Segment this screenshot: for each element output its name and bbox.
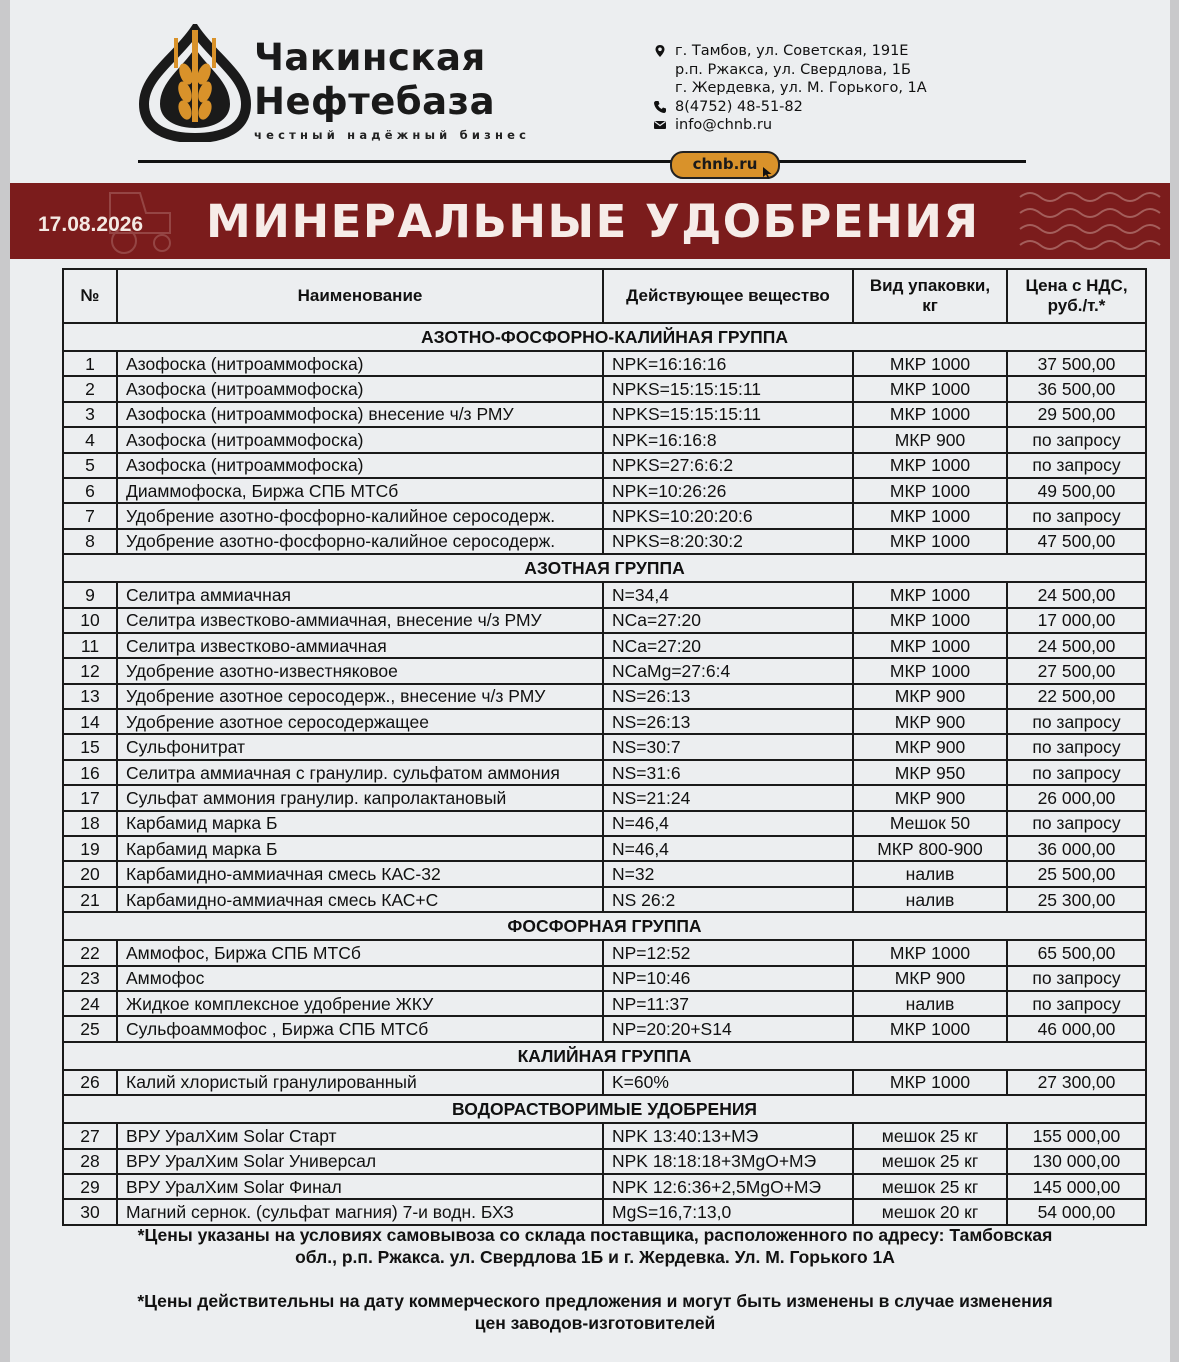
price-table-body [63,323,1146,1225]
package-type: мешок 25 кг [853,1174,1007,1199]
table-row [63,658,1146,683]
row-number: 11 [63,633,117,658]
row-number: 19 [63,836,117,861]
group-header-row [63,323,1146,351]
row-number: 13 [63,684,117,709]
active-substance: NP=12:52 [603,940,853,965]
row-number: 21 [63,887,117,912]
table-row [63,811,1146,836]
price-value: по запросу [1007,760,1146,785]
active-substance: NPK=16:16:8 [603,427,853,452]
pickup-note-line1: *Цены указаны на условиях самовывоза со склада поставщика, расположенного по адресу: Тамбовская [137,1225,1053,1245]
validity-note-line1: *Цены действительны на дату коммерческого предложения и могут быть изменены в случае изменения [137,1291,1053,1311]
validity-note-line2: цен заводов-изготовителей [474,1313,716,1333]
package-type: МКР 900 [853,785,1007,810]
active-substance: NPKS=15:15:15:11 [603,376,853,401]
col-header-num: № [63,269,117,323]
row-number: 8 [63,529,117,554]
price-date: 17.08.2026 [38,213,144,236]
product-name: Азофоска (нитроаммофоска) внесение ч/з РМУ [117,402,603,427]
price-value: по запросу [1007,427,1146,452]
row-number: 1 [63,351,117,376]
product-name: Карбамид марка Б [117,811,603,836]
phone-icon [653,100,667,114]
row-number: 6 [63,478,117,503]
price-value: 54 000,00 [1007,1199,1146,1224]
price-value: 36 500,00 [1007,376,1146,401]
product-name: Удобрение азотное серосодержащее [117,709,603,734]
product-name: Азофоска (нитроаммофоска) [117,427,603,452]
row-number: 17 [63,785,117,810]
row-number: 15 [63,734,117,759]
table-row [63,1123,1146,1148]
product-name: Удобрение азотное серосодерж., внесение ч/з РМУ [117,684,603,709]
package-type: мешок 20 кг [853,1199,1007,1224]
address-rzhaksa: р.п. Ржакса, ул. Свердлова, 1Б [675,61,911,78]
table-row [63,529,1146,554]
active-substance: NS=30:7 [603,734,853,759]
product-name: Азофоска (нитроаммофоска) [117,376,603,401]
price-value: по запросу [1007,453,1146,478]
product-name: ВРУ УралХим Solar Старт [117,1123,603,1148]
package-type: МКР 1000 [853,633,1007,658]
table-row [63,1016,1146,1041]
price-value: 37 500,00 [1007,351,1146,376]
group-title: АЗОТНО-ФОСФОРНО-КАЛИЙНАЯ ГРУППА [63,323,1146,351]
package-type: МКР 1000 [853,529,1007,554]
product-name: Азофоска (нитроаммофоска) [117,351,603,376]
row-number: 10 [63,608,117,633]
product-name: Аммофос, Биржа СПБ МТСб [117,940,603,965]
product-name: Селитра известково-аммиачная [117,633,603,658]
active-substance: NCa=27:20 [603,608,853,633]
site-link-button[interactable]: chnb.ru [670,151,780,179]
row-number: 22 [63,940,117,965]
product-name: Карбамид марка Б [117,836,603,861]
package-type: мешок 25 кг [853,1149,1007,1174]
package-type: мешок 25 кг [853,1123,1007,1148]
row-number: 28 [63,1149,117,1174]
price-value: 27 300,00 [1007,1070,1146,1095]
price-value: по запросу [1007,709,1146,734]
row-number: 14 [63,709,117,734]
brand-tagline: честный надёжный бизнес [254,128,531,142]
package-type: налив [853,861,1007,886]
package-type: МКР 1000 [853,658,1007,683]
price-value: 25 500,00 [1007,861,1146,886]
price-value: 26 000,00 [1007,785,1146,810]
row-number: 23 [63,966,117,991]
active-substance: N=34,4 [603,582,853,607]
col-header-price: Цена с НДС, руб./т.* [1007,269,1146,323]
email-envelope-icon [653,118,667,132]
active-substance: NPK 13:40:13+МЭ [603,1123,853,1148]
price-value: 25 300,00 [1007,887,1146,912]
active-substance: NPK=10:26:26 [603,478,853,503]
active-substance: NP=10:46 [603,966,853,991]
table-row [63,760,1146,785]
table-row [63,503,1146,528]
package-type: МКР 1000 [853,940,1007,965]
price-value: 36 000,00 [1007,836,1146,861]
active-substance: NCaMg=27:6:4 [603,658,853,683]
product-name: Селитра известково-аммиачная, внесение ч/з РМУ [117,608,603,633]
price-value: 17 000,00 [1007,608,1146,633]
table-row [63,1149,1146,1174]
row-number: 12 [63,658,117,683]
group-header-row [63,912,1146,940]
price-value: 65 500,00 [1007,940,1146,965]
price-value: 49 500,00 [1007,478,1146,503]
row-number: 9 [63,582,117,607]
table-row [63,1070,1146,1095]
wave-decoration-icon [1010,183,1170,259]
table-row [63,940,1146,965]
price-value: 145 000,00 [1007,1174,1146,1199]
active-substance: MgS=16,7:13,0 [603,1199,853,1224]
table-row [63,478,1146,503]
product-name: ВРУ УралХим Solar Универсал [117,1149,603,1174]
brand-name-line2: Нефтебаза [254,80,496,123]
package-type: МКР 1000 [853,1070,1007,1095]
product-name: Удобрение азотно-фосфорно-калийное серосодерж. [117,503,603,528]
row-number: 3 [63,402,117,427]
active-substance: NCa=27:20 [603,633,853,658]
table-row [63,453,1146,478]
table-row [63,427,1146,452]
package-type: МКР 900 [853,709,1007,734]
active-substance: N=46,4 [603,836,853,861]
location-pin-icon [653,44,667,58]
package-type: МКР 1000 [853,351,1007,376]
pickup-note [70,1224,1120,1268]
active-substance: NP=20:20+S14 [603,1016,853,1041]
table-row [63,991,1146,1016]
row-number: 29 [63,1174,117,1199]
active-substance: K=60% [603,1070,853,1095]
package-type: МКР 900 [853,684,1007,709]
price-value: 22 500,00 [1007,684,1146,709]
price-value: по запросу [1007,991,1146,1016]
active-substance: NS=31:6 [603,760,853,785]
product-name: Калий хлористый гранулированный [117,1070,603,1095]
product-name: Сульфонитрат [117,734,603,759]
price-value: 29 500,00 [1007,402,1146,427]
col-header-substance: Действующее вещество [603,269,853,323]
product-name: Карбамидно-аммиачная смесь КАС-32 [117,861,603,886]
table-row [63,1174,1146,1199]
active-substance: NPK=16:16:16 [603,351,853,376]
row-number: 7 [63,503,117,528]
row-number: 20 [63,861,117,886]
active-substance: N=32 [603,861,853,886]
row-number: 30 [63,1199,117,1224]
package-type: МКР 1000 [853,608,1007,633]
row-number: 26 [63,1070,117,1095]
group-header-row [63,1095,1146,1123]
address-zherdevka: г. Жердевка, ул. М. Горького, 1А [675,80,927,96]
table-row [63,402,1146,427]
product-name: Сульфоаммофос , Биржа СПБ МТСб [117,1016,603,1041]
table-row [63,376,1146,401]
price-value: по запросу [1007,503,1146,528]
price-value: 130 000,00 [1007,1149,1146,1174]
product-name: Азофоска (нитроаммофоска) [117,453,603,478]
product-name: Удобрение азотно-фосфорно-калийное серосодерж. [117,529,603,554]
title-banner [10,183,1170,259]
table-row [63,1199,1146,1224]
contacts-block [653,42,927,135]
table-row [63,709,1146,734]
row-number: 16 [63,760,117,785]
package-type: МКР 800-900 [853,836,1007,861]
product-name: Аммофос [117,966,603,991]
package-type: Мешок 50 [853,811,1007,836]
active-substance: NPKS=8:20:30:2 [603,529,853,554]
price-value: 24 500,00 [1007,633,1146,658]
package-type: МКР 1000 [853,1016,1007,1041]
product-name: Удобрение азотно-известняковое [117,658,603,683]
table-row [63,351,1146,376]
table-row [63,861,1146,886]
table-row [63,785,1146,810]
group-title: АЗОТНАЯ ГРУППА [63,554,1146,582]
active-substance: NPKS=10:20:20:6 [603,503,853,528]
row-number: 24 [63,991,117,1016]
group-title: ФОСФОРНАЯ ГРУППА [63,912,1146,940]
email-address[interactable]: info@chnb.ru [675,117,773,133]
row-number: 18 [63,811,117,836]
active-substance: NP=11:37 [603,991,853,1016]
validity-note [70,1290,1120,1334]
price-value: по запросу [1007,966,1146,991]
package-type: МКР 1000 [853,453,1007,478]
table-row [63,966,1146,991]
active-substance: N=46,4 [603,811,853,836]
active-substance: NS=26:13 [603,709,853,734]
active-substance: NS 26:2 [603,887,853,912]
table-row [63,836,1146,861]
price-value: 46 000,00 [1007,1016,1146,1041]
phone-number[interactable]: 8(4752) 48-51-82 [675,98,803,115]
row-number: 27 [63,1123,117,1148]
price-value: 155 000,00 [1007,1123,1146,1148]
row-number: 5 [63,453,117,478]
product-name: Магний сернок. (сульфат магния) 7-и водн. БХЗ [117,1199,603,1224]
group-title: КАЛИЙНАЯ ГРУППА [63,1042,1146,1070]
row-number: 2 [63,376,117,401]
row-number: 4 [63,427,117,452]
col-header-name: Наименование [117,269,603,323]
product-name: Диаммофоска, Биржа СПБ МТСб [117,478,603,503]
active-substance: NPKS=15:15:15:11 [603,402,853,427]
package-type: налив [853,991,1007,1016]
table-row [63,582,1146,607]
active-substance: NPKS=27:6:6:2 [603,453,853,478]
address-tambov: г. Тамбов, ул. Советская, 191Е [675,43,909,59]
price-value: 27 500,00 [1007,658,1146,683]
wheat-drop-logo-icon [136,24,254,142]
package-type: МКР 1000 [853,376,1007,401]
table-row [63,633,1146,658]
table-header-row [63,269,1146,323]
row-number: 25 [63,1016,117,1041]
table-row [63,734,1146,759]
product-name: Селитра аммиачная с гранулир. сульфатом аммония [117,760,603,785]
price-value: 47 500,00 [1007,529,1146,554]
table-row [63,608,1146,633]
active-substance: NPK 12:6:36+2,5MgO+МЭ [603,1174,853,1199]
price-list-sheet [10,0,1170,1362]
brand-name-line1: Чакинская [254,36,486,79]
page-title: МИНЕРАЛЬНЫЕ УДОБРЕНИЯ [206,195,980,248]
package-type: МКР 900 [853,734,1007,759]
active-substance: NS=26:13 [603,684,853,709]
group-header-row [63,1042,1146,1070]
active-substance: NS=21:24 [603,785,853,810]
product-name: Сульфат аммония гранулир. капролактановый [117,785,603,810]
brand-name [254,36,495,124]
price-table [62,268,1147,1226]
price-value: по запросу [1007,734,1146,759]
table-row [63,887,1146,912]
header-divider [138,160,1026,163]
product-name: Карбамидно-аммиачная смесь КАС+С [117,887,603,912]
price-value: по запросу [1007,811,1146,836]
product-name: Селитра аммиачная [117,582,603,607]
price-value: 24 500,00 [1007,582,1146,607]
group-header-row [63,554,1146,582]
package-type: МКР 1000 [853,478,1007,503]
package-type: МКР 900 [853,427,1007,452]
product-name: ВРУ УралХим Solar Финал [117,1174,603,1199]
package-type: МКР 1000 [853,503,1007,528]
pickup-note-line2: обл., р.п. Ржакса. ул. Свердлова 1Б и г. Жердевка. Ул. М. Горького 1А [295,1247,895,1267]
package-type: МКР 950 [853,760,1007,785]
group-title: ВОДОРАСТВОРИМЫЕ УДОБРЕНИЯ [63,1095,1146,1123]
table-row [63,684,1146,709]
col-header-package: Вид упаковки, кг [853,269,1007,323]
package-type: налив [853,887,1007,912]
cursor-icon [763,167,773,179]
package-type: МКР 1000 [853,582,1007,607]
package-type: МКР 900 [853,966,1007,991]
package-type: МКР 1000 [853,402,1007,427]
active-substance: NPK 18:18:18+3MgO+МЭ [603,1149,853,1174]
product-name: Жидкое комплексное удобрение ЖКУ [117,991,603,1016]
